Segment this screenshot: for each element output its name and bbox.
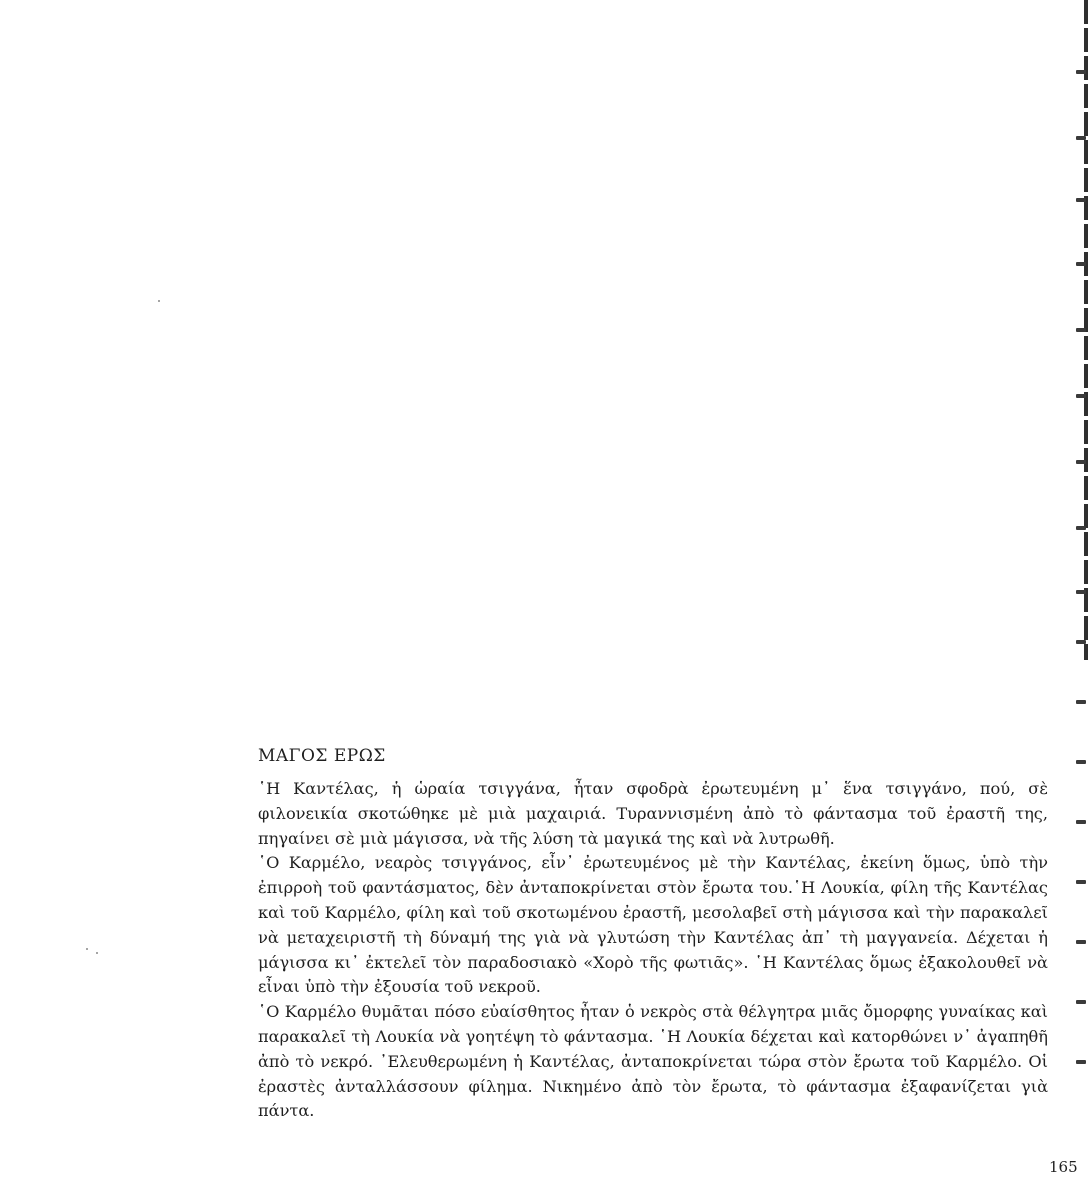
- binding-ring: [1076, 460, 1086, 464]
- binding-ring: [1076, 328, 1086, 332]
- binding-ring: [1076, 526, 1086, 530]
- binding-ring: [1076, 262, 1086, 266]
- paragraph: ῾Ο Καρμέλο, νεαρὸς τσιγγάνος, εἶν᾽ ἐρωτευμένος μὲ τὴν Καντέλας, ἐκείνη ὅμως, ὑπὸ τὴν ἐπιρροὴ τοῦ φαντάσματος, δὲν ἀνταποκρίνεται στὸν ἔρωτα του.῾Η Λουκία, φίλη τῆς Καντέλας καὶ τοῦ Καρμέλο, φίλη καὶ τοῦ σκοτωμένου ἐραστῆ, μεσολαβεῖ στὴ μάγισσα καὶ τὴν παρακαλεῖ νὰ μεταχειριστῆ τὴ δύναμή της γιὰ νὰ γλυτώση τὴν Καντέλας ἀπ᾽ τὴ μαγγανεία. Δέχεται ἡ μάγισσα κι᾽ ἐκτελεῖ τὸν παραδοσιακὸ «Χορὸ τῆς φωτιᾶς». ῾Η Καντέλας ὅμως ἐξακολουθεῖ νὰ εἶναι ὑπὸ τὴν ἐξουσία τοῦ νεκροῦ.: [258, 853, 1048, 997]
- binding-ring: [1076, 1000, 1086, 1004]
- binding-ring: [1076, 136, 1086, 140]
- binding-ring: [1076, 700, 1086, 704]
- page-number: 165: [1049, 1158, 1078, 1176]
- paragraph: ῾Ο Καρμέλο θυμᾶται πόσο εὐαίσθητος ἦταν ὁ νεκρὸς στὰ θέλγητρα μιᾶς ὄμορφης γυναίκας καὶ παρακαλεῖ τὴ Λουκία νὰ γοητέψη τὸ φάντασμα. ῾Η Λουκία δέχεται καὶ κατορθώνει ν᾽ ἀγαπηθῆ ἀπὸ τὸ νεκρό. ᾽Ελευθερωμένη ἡ Καντέλας, ἀνταποκρίνεται τώρα στὸν ἔρωτα τοῦ Καρμέλο. Οἱ ἐραστὲς ἀνταλλάσσουν φίλημα. Νικημένο ἀπὸ τὸν ἔρωτα, τὸ φάντασμα ἐξαφανίζεται γιὰ πάντα.: [258, 1002, 1048, 1121]
- binding-ring: [1076, 820, 1086, 824]
- scan-speck: [86, 948, 88, 950]
- binding-ring: [1076, 70, 1086, 74]
- binding-ring: [1076, 940, 1086, 944]
- spiral-binding: [1068, 0, 1088, 1200]
- scan-speck: [158, 300, 160, 302]
- binding-ring: [1076, 198, 1086, 202]
- binding-ring: [1076, 760, 1086, 764]
- binding-ring: [1076, 1060, 1086, 1064]
- binding-ring: [1076, 394, 1086, 398]
- binding-ring: [1076, 880, 1086, 884]
- binding-ring: [1076, 640, 1086, 644]
- paragraph: ῾Η Καντέλας, ἡ ὡραία τσιγγάνα, ἦταν σφοδρὰ ἐρωτευμένη μ᾽ ἕνα τσιγγάνο, πού, σὲ φιλονεικία σκοτώθηκε μὲ μιὰ μαχαιριά. Τυραννισμένη ἀπὸ τὸ φάντασμα τοῦ ἐραστῆ της, πηγαίνει σὲ μιὰ μάγισσα, νὰ τῆς λύση τὰ μαγικά της καὶ νὰ λυτρωθῆ.: [258, 779, 1048, 848]
- synopsis-text: [258, 777, 1048, 1124]
- scan-speck: [96, 952, 98, 954]
- page-title: ΜΑΓΟΣ ΕΡΩΣ: [258, 746, 386, 766]
- binding-ring: [1076, 590, 1086, 594]
